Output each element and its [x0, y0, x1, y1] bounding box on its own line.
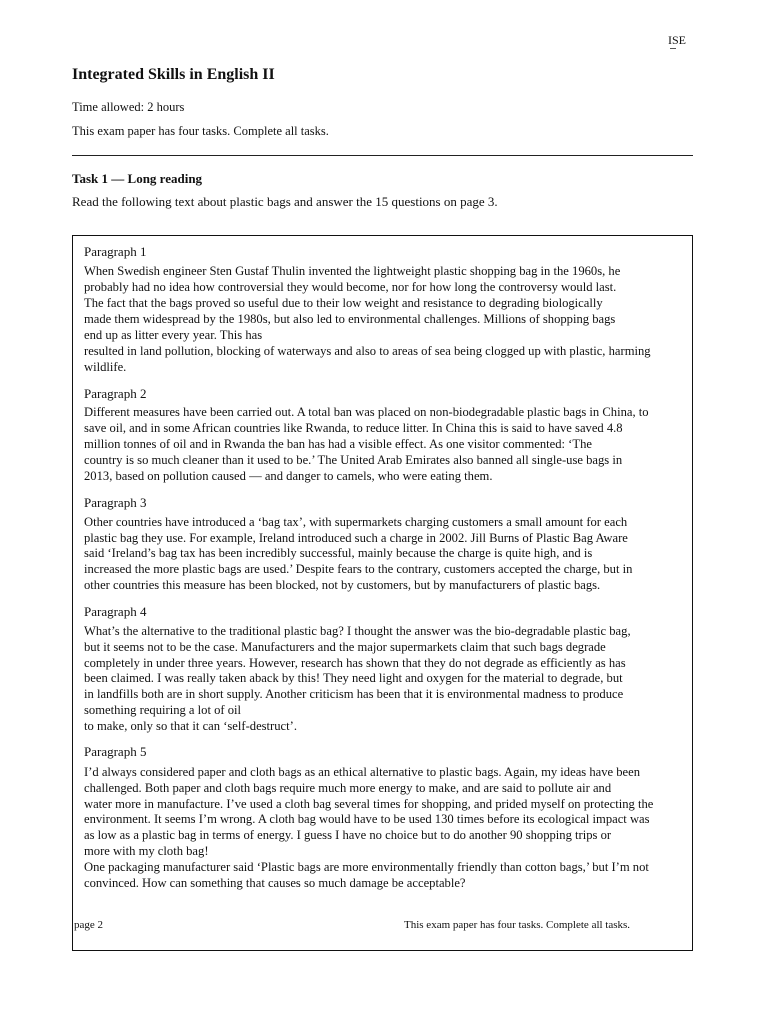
page-title: Integrated Skills in English II — [72, 66, 275, 83]
paragraph-4-line: but it seems not to be the case. Manufacturers and the major supermarkets claim that such bags degrade — [84, 640, 606, 654]
task-instruction: Read the following text about plastic bags and answer the 15 questions on page 3. — [72, 194, 498, 209]
paragraph-2-label: Paragraph 2 — [84, 386, 147, 401]
paragraph-5-line: I’d always considered paper and cloth bags as an ethical alternative to plastic bags. Again, my ideas have been — [84, 765, 641, 779]
paragraph-4-line: something requiring a lot of oil — [84, 703, 242, 717]
paragraph-5-line: as low as a plastic bag in terms of energy. I guess I have no choice but to do another 90 shopping trips or — [84, 828, 612, 842]
time-allowed: Time allowed: 2 hours — [72, 100, 185, 114]
paragraph-3-line: increased the more plastic bags are used.’ Despite fears to the contrary, customers accepted the charge, but in — [84, 562, 633, 576]
exam-intro: This exam paper has four tasks. Complete all tasks. — [72, 124, 329, 138]
paragraph-5-line: water more in manufacture. I’ve used a cloth bag several times for shopping, and prided myself on protecting the — [84, 797, 654, 811]
footer-note: This exam paper has four tasks. Complete all tasks. — [404, 919, 631, 931]
paragraph-3-line: said ‘Ireland’s bag tax has been incredibly successful, mainly because the charge is quite high, and is — [84, 546, 593, 560]
paragraph-2-line: 2013, based on pollution caused — and danger to camels, who were eating them. — [84, 469, 493, 483]
paragraph-1-line: resulted in land pollution, blocking of waterways and also to areas of sea being clogged up with plastic, harming — [84, 344, 651, 358]
paragraph-1-line: probably had no idea how controversial they would become, nor for how long the controversy would last. — [84, 280, 617, 294]
paragraph-5-line: environment. It seems I’m wrong. A cloth bag would have to be used 130 times before its ecological impact was — [84, 812, 650, 826]
paragraph-2-line: country is so much cleaner than it used to be.’ The United Arab Emirates also banned all single-use bags in — [84, 453, 623, 467]
paragraph-4-line: What’s the alternative to the traditional plastic bag? I thought the answer was the bio-degradable plastic bag, — [84, 624, 631, 638]
page-number: page 2 — [74, 919, 104, 931]
paragraph-1-line: When Swedish engineer Sten Gustaf Thulin invented the lightweight plastic shopping bag in the 1960s, he — [84, 264, 621, 278]
paragraph-1-line: wildlife. — [84, 360, 127, 374]
paragraph-5-line: challenged. Both paper and cloth bags require much more energy to make, and are said to pollute air and — [84, 781, 612, 795]
paragraph-4-line: to make, only so that it can ‘self-destruct’. — [84, 719, 297, 733]
paragraph-5-line: more with my cloth bag! — [84, 844, 209, 858]
paragraph-4-line: completely in under three years. However, research has shown that they do not degrade as efficiently as has — [84, 656, 626, 670]
paragraph-3-line: plastic bag they use. For example, Ireland introduced such a charge in 2002. Jill Burns of Plastic Bag Aware — [84, 531, 628, 545]
paragraph-5-line: One packaging manufacturer said ‘Plastic bags are more environmentally friendly than cotton bags,’ but I’m not — [84, 860, 649, 874]
header-divider — [72, 155, 693, 156]
exam-code-underline — [670, 48, 676, 49]
paragraph-1-line: The fact that the bags proved so useful due to their low weight and resistance to degrading biologically — [84, 296, 603, 310]
paragraph-2-line: million tonnes of oil and in Rwanda the ban has had a visible effect. As one visitor commented: ‘The — [84, 437, 592, 451]
paragraph-1-line: made them widespread by the 1980s, but also led to environmental challenges. Millions of shopping bags — [84, 312, 616, 326]
paragraph-4-label: Paragraph 4 — [84, 604, 147, 619]
paragraph-3-label: Paragraph 3 — [84, 495, 147, 510]
task-heading: Task 1 — Long reading — [72, 171, 203, 186]
paragraph-2-line: Different measures have been carried out. A total ban was placed on non-biodegradable plastic bags in China, to — [84, 405, 649, 419]
paragraph-4-line: been claimed. I was really taken aback by this! They need light and oxygen for the material to degrade, but — [84, 671, 623, 685]
paragraph-1-line: end up as litter every year. This has — [84, 328, 263, 342]
exam-code: ISE — [668, 33, 686, 47]
paragraph-3-line: other countries this measure has been blocked, not by customers, but by manufacturers of plastic bags. — [84, 578, 601, 592]
paragraph-2-line: save oil, and in some African countries like Rwanda, to reduce litter. In China this is said to have saved 4.8 — [84, 421, 623, 435]
paragraph-3-line: Other countries have introduced a ‘bag tax’, with supermarkets charging customers a small amount for each — [84, 515, 628, 529]
paragraph-5-line: convinced. How can something that causes so much damage be acceptable? — [84, 876, 466, 890]
paragraph-4-line: in landfills both are in short supply. Another criticism has been that it is environmental madness to produce — [84, 687, 624, 701]
paragraph-5-label: Paragraph 5 — [84, 744, 147, 759]
paragraph-1-label: Paragraph 1 — [84, 244, 147, 259]
